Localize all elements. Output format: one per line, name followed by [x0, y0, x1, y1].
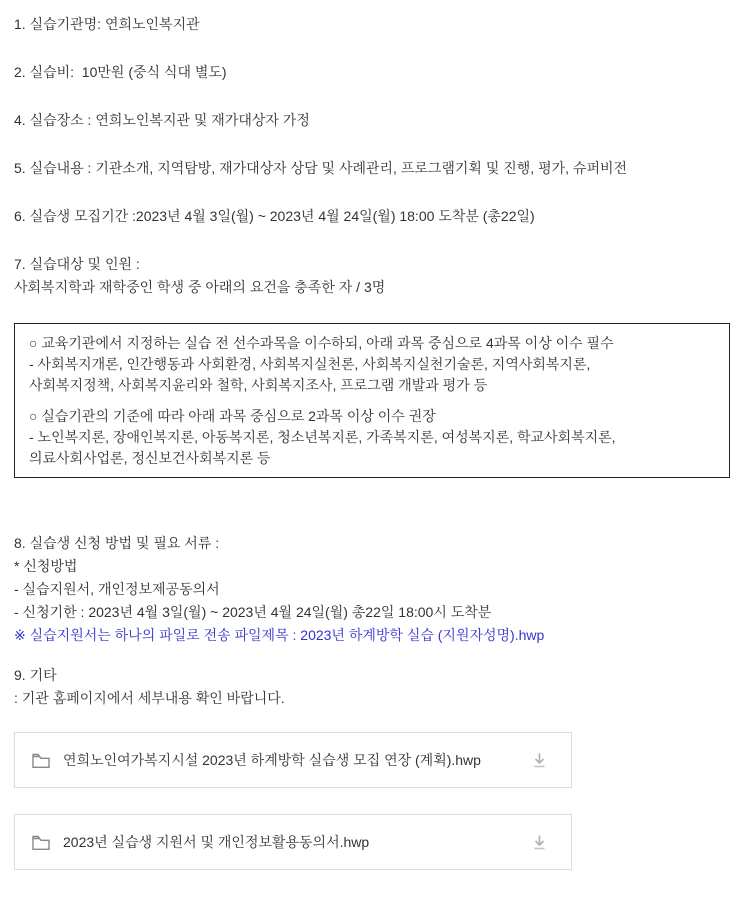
item-line-6: 6. 실습생 모집기간 :2023년 4월 3일(월) ~ 2023년 4월 24일(월) 18:00 도착분 (총22일) — [14, 208, 535, 224]
requirements-group-1 — [29, 333, 715, 396]
section-9-line: : 기관 홈페이지에서 세부내용 확인 바랍니다. — [14, 690, 285, 706]
download-icon[interactable] — [528, 749, 551, 772]
req-g2-line-1: ○ 실습기관의 기준에 따라 아래 과목 중심으로 2과목 이상 이수 권장 — [29, 408, 436, 424]
requirements-box — [14, 323, 730, 478]
req-g1-line-1: ○ 교육기관에서 지정하는 실습 전 선수과목을 이수하되, 아래 과목 중심으로 4과목 이상 이수 필수 — [29, 335, 614, 351]
req-g2-line-3: 의료사회사업론, 정신보건사회복지론 등 — [29, 450, 271, 466]
item-line-1: 1. 실습기관명: 연희노인복지관 — [14, 16, 200, 32]
section-8-line-3: - 신청기한 : 2023년 4월 3일(월) ~ 2023년 4월 24일(월) 총22일 18:00시 도착분 — [14, 604, 492, 620]
section-7 — [14, 253, 730, 299]
item-line-5: 5. 실습내용 : 기관소개, 지역탐방, 재가대상자 상담 및 사례관리, 프로그램기획 및 진행, 평가, 슈퍼비전 — [14, 160, 628, 176]
folder-icon — [32, 753, 50, 768]
attachments-list — [14, 732, 730, 870]
section-8-line-1: * 신청방법 — [14, 558, 78, 574]
item-line-2: 2. 실습비: 10만원 (중식 식대 별도) — [14, 64, 227, 80]
attachment-row[interactable] — [14, 814, 572, 870]
folder-icon — [32, 835, 50, 850]
section-8-line-2: - 실습지원서, 개인정보제공동의서 — [14, 581, 220, 597]
req-g1-line-2: - 사회복지개론, 인간행동과 사회환경, 사회복지실천론, 사회복지실천기술론, 지역사회복지론, — [29, 356, 591, 372]
item-line-4: 4. 실습장소 : 연희노인복지관 및 재가대상자 가정 — [14, 112, 310, 128]
req-g2-line-2: - 노인복지론, 장애인복지론, 아동복지론, 청소년복지론, 가족복지론, 여성복지론, 학교사회복지론, — [29, 429, 616, 445]
req-g1-line-3: 사회복지정책, 사회복지윤리와 철학, 사회복지조사, 프로그램 개발과 평가 등 — [29, 377, 488, 393]
section-7-title: 7. 실습대상 및 인원 : — [14, 256, 140, 272]
section-9 — [14, 664, 730, 710]
section-9-title: 9. 기타 — [14, 667, 57, 683]
attachment-row[interactable] — [14, 732, 572, 788]
section-8 — [14, 532, 730, 647]
section-8-title: 8. 실습생 신청 방법 및 필요 서류 : — [14, 535, 220, 551]
section-7-subtitle: 사회복지학과 재학중인 학생 중 아래의 요건을 충족한 자 / 3명 — [14, 279, 386, 295]
requirements-group-2 — [29, 406, 715, 469]
download-icon[interactable] — [528, 831, 551, 854]
section-8-note: ※ 실습지원서는 하나의 파일로 전송 파일제목 : 2023년 하계방학 실습 (지원자성명).hwp — [14, 627, 545, 643]
attachment-filename: 연희노인여가복지시설 2023년 하계방학 실습생 모집 연장 (계획).hwp — [63, 752, 481, 768]
attachment-filename: 2023년 실습생 지원서 및 개인정보활용동의서.hwp — [63, 834, 370, 850]
